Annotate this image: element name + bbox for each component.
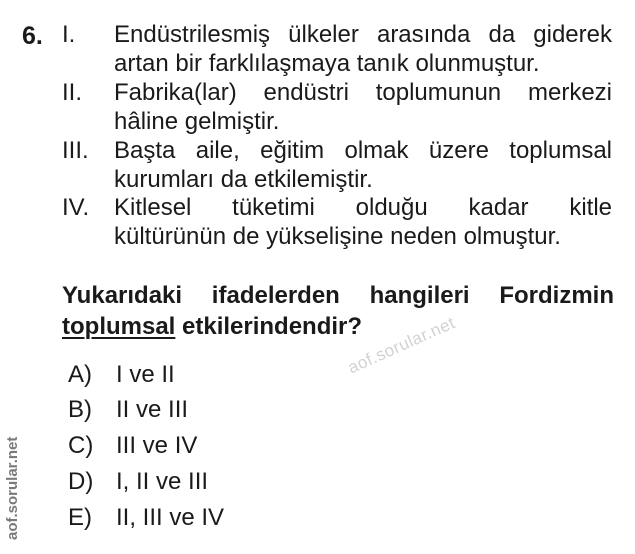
answer-option-c[interactable] — [68, 431, 197, 461]
option-text: III ve IV — [116, 432, 198, 459]
statement-2 — [62, 78, 612, 136]
underlined-keyword: toplumsal — [62, 313, 176, 340]
statement-line: artan bir farklılaşmaya tanık olunmuştur. — [114, 50, 540, 77]
statement-line: Kitlesel tüketimi olduğu kadar kitle — [114, 194, 612, 221]
option-text: I ve II — [116, 361, 175, 388]
statement-line: Endüstrilesmiş ülkeler arasında da giderek — [114, 21, 612, 48]
watermark-diagonal: aof.sorular.net — [345, 313, 459, 378]
statement-text — [114, 78, 612, 136]
statement-4 — [62, 193, 612, 251]
option-label: A) — [68, 361, 92, 388]
statement-line: kurumları da etkilemiştir. — [114, 166, 373, 193]
statement-numeral: II. — [62, 79, 83, 106]
prompt-line-2 — [62, 311, 614, 342]
option-text: II ve III — [116, 396, 189, 423]
statement-text — [114, 136, 612, 194]
answer-option-d[interactable] — [68, 467, 208, 497]
option-text: I, II ve III — [116, 468, 209, 495]
question-number: 6. — [22, 22, 43, 50]
statement-line: Fabrika(lar) endüstri toplumunun merkezi — [114, 79, 612, 106]
statement-line: Başta aile, eğitim olmak üzere toplumsal — [114, 137, 612, 164]
statement-numeral: IV. — [62, 194, 90, 221]
statement-3 — [62, 136, 612, 194]
option-text: II, III ve IV — [116, 504, 225, 531]
question-prompt — [62, 280, 614, 342]
option-label: C) — [68, 432, 94, 459]
statement-line: hâline gelmiştir. — [114, 108, 280, 135]
statement-text — [114, 193, 612, 251]
prompt-line-2-rest: etkilerindendir? — [175, 313, 363, 340]
answer-option-a[interactable] — [68, 360, 175, 390]
prompt-line-1: Yukarıdaki ifadelerden hangileri Fordizmin — [62, 282, 614, 309]
answer-option-b[interactable] — [68, 395, 188, 425]
statement-text — [114, 20, 612, 78]
statement-numeral: III. — [62, 137, 89, 164]
option-label: D) — [68, 468, 94, 495]
watermark-side: aof.sorular.net — [4, 436, 21, 540]
option-label: B) — [68, 396, 92, 423]
option-label: E) — [68, 504, 92, 531]
answer-option-e[interactable] — [68, 503, 224, 533]
statement-1 — [62, 20, 612, 78]
statement-numeral: I. — [62, 21, 76, 48]
statement-line: kültürünün de yükselişine neden olmuştur. — [114, 223, 561, 250]
